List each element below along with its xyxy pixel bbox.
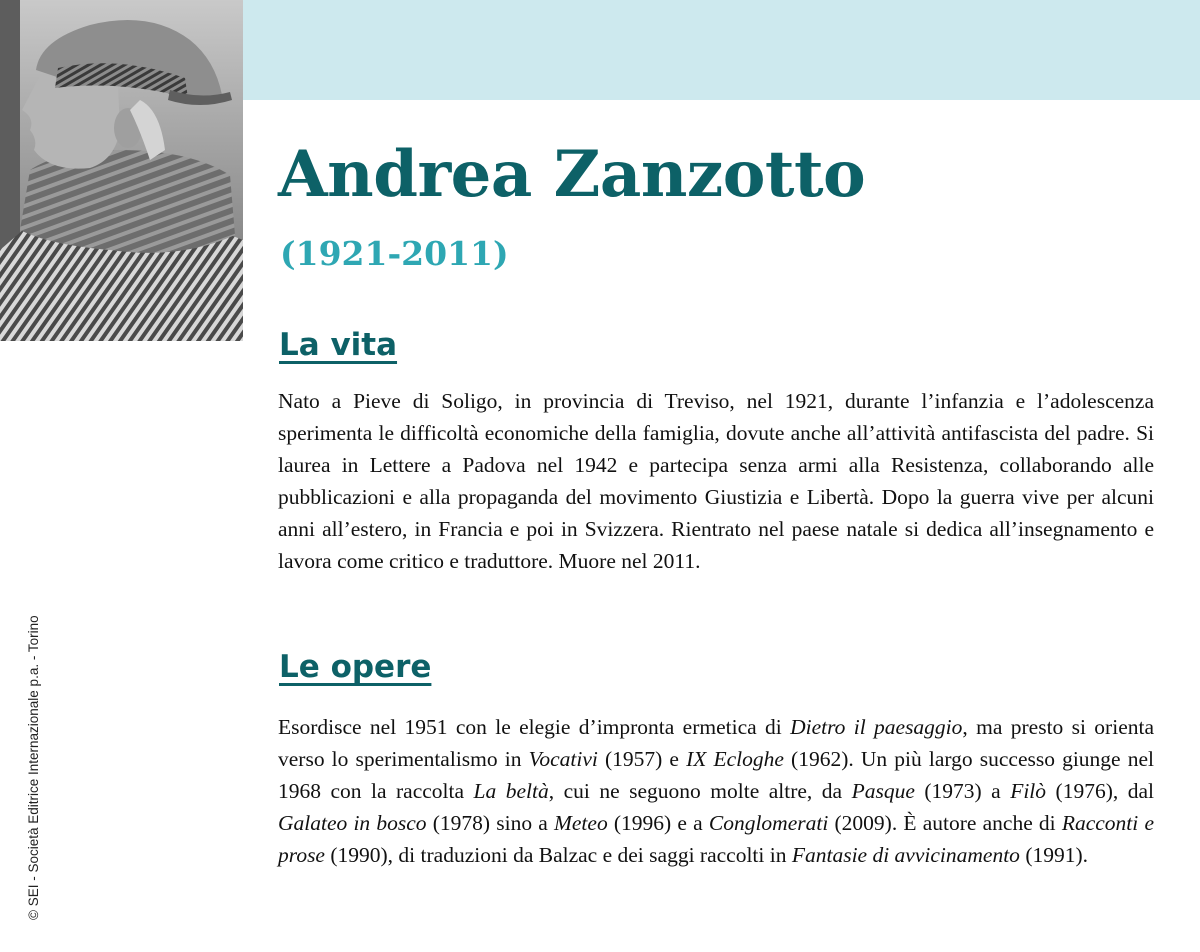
opere-text: (1990), di traduzioni da Balzac e dei saggi raccolti in [324, 843, 792, 867]
vita-paragraph: Nato a Pieve di Soligo, in provincia di Treviso, nel 1921, durante l’infanzia e l’adolescenza sperimenta le difficoltà economiche della famiglia, dovute anche all’attività antifascista del padre. Si laurea in Lettere a Padova nel 1942 e partecipa senza armi alla Resistenza, collaborando alle pubblicazioni e alla propaganda del movimento Giustizia e Libertà. Dopo la guerra vive per alcuni anni all’estero, in Francia e poi in Svizzera. Rientrato nel paese natale si dedica all’insegnamento e lavora come critico e traduttore. Muore nel 2011. [278, 389, 1154, 573]
opere-text: (1996) e a [607, 811, 709, 835]
opere-text: (1973) a [914, 779, 1011, 803]
work-title: Filò [1010, 779, 1047, 803]
work-title: Dietro il paesaggio [790, 715, 963, 739]
opere-text: Esordisce nel 1951 con le elegie d’impronta ermetica di [278, 715, 791, 739]
opere-paragraph [278, 711, 1154, 871]
work-title: La beltà [473, 779, 549, 803]
author-portrait [0, 0, 243, 341]
work-title: Pasque [851, 779, 915, 803]
section-heading-vita: La vita [279, 327, 398, 363]
work-title: Conglomerati [708, 811, 829, 835]
work-title: Galateo in bosco [278, 811, 427, 835]
opere-text: (1976), dal [1046, 779, 1154, 803]
work-title: Racconti e prose [278, 811, 1154, 867]
opere-text: (1962). Un più largo successo giunge nel 1968 con la raccolta [278, 747, 1154, 803]
opere-text: , cui ne seguono molte altre, da [548, 779, 852, 803]
portrait-photo [0, 0, 243, 341]
opere-text: (1991). [1019, 843, 1089, 867]
opere-text: (1957) e [597, 747, 687, 771]
work-title: Vocativi [528, 747, 598, 771]
work-title: Meteo [553, 811, 608, 835]
copyright-notice: © SEI - Società Editrice Internazionale p.a. - Torino [26, 615, 41, 920]
work-title: Fantasie di avvicinamento [791, 843, 1020, 867]
life-dates: (1921-2011) [280, 234, 509, 273]
opere-text: (2009). È autore anche di [828, 811, 1062, 835]
author-name: Andrea Zanzotto [278, 137, 866, 212]
opere-text: , ma presto si orienta verso lo sperimentalismo in [278, 715, 1155, 771]
section-heading-opere: Le opere [279, 649, 432, 685]
opere-text: (1978) sino a [426, 811, 554, 835]
work-title: IX Ecloghe [686, 747, 784, 771]
header-band [243, 0, 1200, 100]
